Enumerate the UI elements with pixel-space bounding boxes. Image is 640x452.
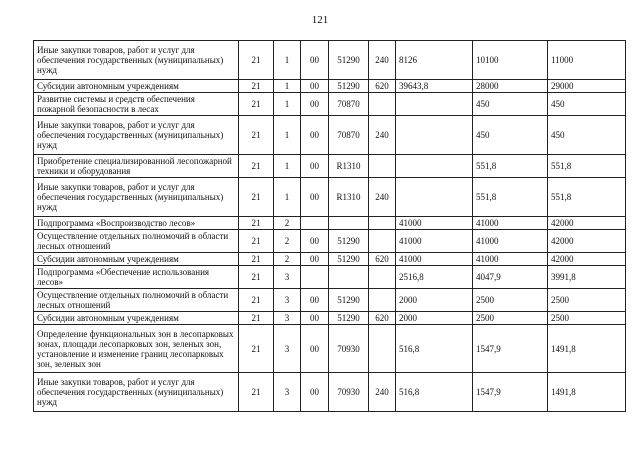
page-number: 121 — [311, 14, 329, 26]
subsection-cell: 3 — [274, 325, 301, 373]
table-row — [34, 289, 626, 312]
expense-type-cell — [369, 230, 396, 253]
amount-year1-cell: 41000 — [396, 217, 473, 230]
program-cell: 00 — [301, 41, 329, 80]
row-name-cell: Подпрограмма «Обеспечение использования лесов» — [34, 266, 239, 289]
code-cell: 51290 — [329, 253, 369, 266]
section-cell: 21 — [239, 116, 274, 155]
amount-year1-cell: 2000 — [396, 312, 473, 325]
section-cell: 21 — [239, 178, 274, 217]
section-cell: 21 — [239, 289, 274, 312]
amount-year2-cell: 551,8 — [473, 155, 548, 178]
code-cell: 70870 — [329, 93, 369, 116]
subsection-cell: 1 — [274, 41, 301, 80]
expense-type-cell: 620 — [369, 312, 396, 325]
code-cell: 70870 — [329, 116, 369, 155]
expense-type-cell — [369, 325, 396, 373]
amount-year2-cell: 28000 — [473, 80, 548, 93]
section-cell: 21 — [239, 266, 274, 289]
table-row — [34, 312, 626, 325]
section-cell: 21 — [239, 217, 274, 230]
code-cell: R1310 — [329, 178, 369, 217]
amount-year1-cell: 41000 — [396, 253, 473, 266]
amount-year1-cell: 516,8 — [396, 325, 473, 373]
amount-year3-cell: 551,8 — [548, 178, 626, 217]
row-name-cell: Приобретение специализированной лесопожарной техники и оборудования — [34, 155, 239, 178]
table-row — [34, 80, 626, 93]
subsection-cell: 1 — [274, 155, 301, 178]
amount-year3-cell: 11000 — [548, 41, 626, 80]
program-cell: 00 — [301, 325, 329, 373]
section-cell: 21 — [239, 230, 274, 253]
section-cell: 21 — [239, 155, 274, 178]
section-cell: 21 — [239, 253, 274, 266]
amount-year2-cell: 2500 — [473, 312, 548, 325]
amount-year2-cell: 450 — [473, 116, 548, 155]
amount-year1-cell — [396, 116, 473, 155]
amount-year3-cell: 450 — [548, 116, 626, 155]
expense-type-cell — [369, 93, 396, 116]
amount-year1-cell — [396, 155, 473, 178]
subsection-cell: 1 — [274, 80, 301, 93]
table-row — [34, 266, 626, 289]
code-cell: 70930 — [329, 373, 369, 412]
table-row — [34, 325, 626, 373]
subsection-cell: 3 — [274, 266, 301, 289]
expense-type-cell — [369, 266, 396, 289]
subsection-cell: 2 — [274, 230, 301, 253]
program-cell — [301, 266, 329, 289]
expense-type-cell: 240 — [369, 116, 396, 155]
program-cell: 00 — [301, 80, 329, 93]
amount-year3-cell: 29000 — [548, 80, 626, 93]
row-name-cell: Подпрограмма «Воспроизводство лесов» — [34, 217, 239, 230]
code-cell: 70930 — [329, 325, 369, 373]
amount-year3-cell: 1491,8 — [548, 325, 626, 373]
program-cell: 00 — [301, 93, 329, 116]
code-cell: 51290 — [329, 312, 369, 325]
amount-year1-cell: 41000 — [396, 230, 473, 253]
amount-year2-cell: 1547,9 — [473, 325, 548, 373]
row-name-cell: Субсидии автономным учреждениям — [34, 253, 239, 266]
amount-year1-cell — [396, 178, 473, 217]
amount-year1-cell: 2516,8 — [396, 266, 473, 289]
table-row — [34, 217, 626, 230]
amount-year3-cell: 42000 — [548, 230, 626, 253]
table-row — [34, 230, 626, 253]
program-cell: 00 — [301, 178, 329, 217]
subsection-cell: 2 — [274, 217, 301, 230]
amount-year1-cell: 39643,8 — [396, 80, 473, 93]
section-cell: 21 — [239, 373, 274, 412]
amount-year3-cell: 450 — [548, 93, 626, 116]
amount-year2-cell: 4047,9 — [473, 266, 548, 289]
section-cell: 21 — [239, 41, 274, 80]
row-name-cell: Иные закупки товаров, работ и услуг для обеспечения государственных (муниципальных) нужд — [34, 41, 239, 80]
amount-year1-cell: 516,8 — [396, 373, 473, 412]
program-cell: 00 — [301, 289, 329, 312]
row-name-cell: Иные закупки товаров, работ и услуг для обеспечения государственных (муниципальных) нужд — [34, 373, 239, 412]
code-cell: 51290 — [329, 289, 369, 312]
section-cell: 21 — [239, 325, 274, 373]
expense-type-cell: 620 — [369, 253, 396, 266]
row-name-cell: Субсидии автономным учреждениям — [34, 312, 239, 325]
subsection-cell: 1 — [274, 93, 301, 116]
amount-year3-cell: 2500 — [548, 312, 626, 325]
expense-type-cell: 620 — [369, 80, 396, 93]
table-row — [34, 373, 626, 412]
subsection-cell: 1 — [274, 116, 301, 155]
table-row — [34, 93, 626, 116]
section-cell: 21 — [239, 80, 274, 93]
program-cell: 00 — [301, 230, 329, 253]
table-row — [34, 155, 626, 178]
row-name-cell: Развитие системы и средств обеспечения пожарной безопасности в лесах — [34, 93, 239, 116]
subsection-cell: 2 — [274, 253, 301, 266]
program-cell: 00 — [301, 312, 329, 325]
section-cell: 21 — [239, 312, 274, 325]
amount-year3-cell: 3991,8 — [548, 266, 626, 289]
amount-year1-cell: 2000 — [396, 289, 473, 312]
amount-year2-cell: 10100 — [473, 41, 548, 80]
table-row — [34, 116, 626, 155]
amount-year3-cell: 42000 — [548, 217, 626, 230]
amount-year1-cell — [396, 93, 473, 116]
code-cell — [329, 266, 369, 289]
expense-type-cell — [369, 217, 396, 230]
program-cell — [301, 217, 329, 230]
expense-type-cell — [369, 289, 396, 312]
table-row — [34, 178, 626, 217]
amount-year2-cell: 2500 — [473, 289, 548, 312]
row-name-cell: Иные закупки товаров, работ и услуг для обеспечения государственных (муниципальных) нужд — [34, 116, 239, 155]
code-cell: 51290 — [329, 230, 369, 253]
amount-year2-cell: 41000 — [473, 253, 548, 266]
expense-type-cell: 240 — [369, 41, 396, 80]
subsection-cell: 3 — [274, 289, 301, 312]
expense-type-cell: 240 — [369, 178, 396, 217]
code-cell: R1310 — [329, 155, 369, 178]
row-name-cell: Определение функциональных зон в лесопарковых зонах, площади лесопарковых зон, зеленых зон, установление и изменение границ лесопарковых зон, зеленых зон — [34, 325, 239, 373]
expense-type-cell — [369, 155, 396, 178]
code-cell: 51290 — [329, 41, 369, 80]
amount-year3-cell: 1491,8 — [548, 373, 626, 412]
subsection-cell: 3 — [274, 312, 301, 325]
table-row — [34, 41, 626, 80]
amount-year3-cell: 42000 — [548, 253, 626, 266]
budget-table — [33, 40, 626, 412]
code-cell — [329, 217, 369, 230]
program-cell: 00 — [301, 373, 329, 412]
program-cell: 00 — [301, 253, 329, 266]
amount-year3-cell: 2500 — [548, 289, 626, 312]
row-name-cell: Осуществление отдельных полномочий в области лесных отношений — [34, 230, 239, 253]
row-name-cell: Осуществление отдельных полномочий в области лесных отношений — [34, 289, 239, 312]
subsection-cell: 1 — [274, 178, 301, 217]
expense-type-cell: 240 — [369, 373, 396, 412]
amount-year2-cell: 1547,9 — [473, 373, 548, 412]
row-name-cell: Иные закупки товаров, работ и услуг для обеспечения государственных (муниципальных) нужд — [34, 178, 239, 217]
amount-year2-cell: 41000 — [473, 230, 548, 253]
program-cell: 00 — [301, 116, 329, 155]
amount-year1-cell: 8126 — [396, 41, 473, 80]
amount-year2-cell: 41000 — [473, 217, 548, 230]
subsection-cell: 3 — [274, 373, 301, 412]
amount-year2-cell: 450 — [473, 93, 548, 116]
table-row — [34, 253, 626, 266]
section-cell: 21 — [239, 93, 274, 116]
amount-year3-cell: 551,8 — [548, 155, 626, 178]
code-cell: 51290 — [329, 80, 369, 93]
program-cell: 00 — [301, 155, 329, 178]
amount-year2-cell: 551,8 — [473, 178, 548, 217]
row-name-cell: Субсидии автономным учреждениям — [34, 80, 239, 93]
